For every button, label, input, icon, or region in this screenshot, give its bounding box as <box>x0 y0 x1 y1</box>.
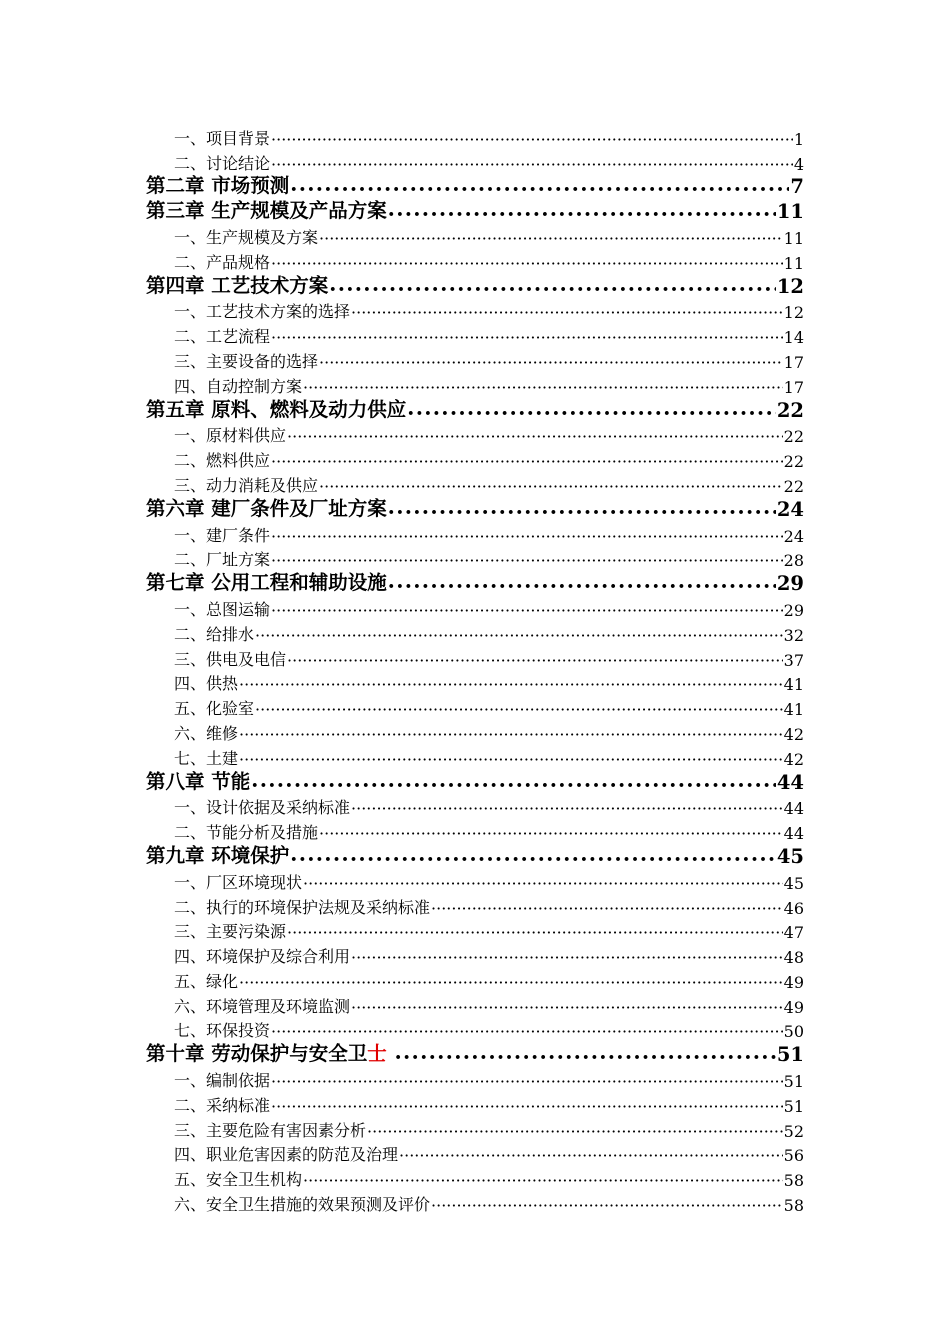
dot-leader <box>431 899 783 918</box>
toc-title-text: 二、节能分析及措施 <box>174 823 319 843</box>
toc-entry-title <box>174 1093 270 1116</box>
toc-title-text: 第四章 工艺技术方案 <box>146 273 329 297</box>
toc-page-number: 22 <box>783 452 804 472</box>
dot-leader <box>351 303 783 322</box>
toc-title-text: 三、供电及电信 <box>174 649 287 669</box>
dot-leader <box>407 399 776 422</box>
toc-entry-title <box>174 746 238 769</box>
toc-chapter-row[interactable] <box>146 496 804 521</box>
toc-chapter-row[interactable] <box>146 1041 804 1066</box>
toc-title-text: 四、供热 <box>174 674 239 694</box>
toc-title-text: 四、自动控制方案 <box>174 376 303 396</box>
toc-entry-title <box>174 795 350 818</box>
toc-title-text: 二、厂址方案 <box>174 550 271 570</box>
toc-title-text: 第五章 原料、燃料及动力供应 <box>146 397 407 421</box>
toc-entry-title <box>174 1167 302 1190</box>
toc-section-row[interactable] <box>146 521 804 546</box>
toc-section-row[interactable] <box>146 744 804 769</box>
toc-section-row[interactable] <box>146 719 804 744</box>
dot-leader <box>290 845 776 868</box>
toc-entry-title <box>174 721 238 744</box>
toc-section-row[interactable] <box>146 248 804 273</box>
toc-page-number: 49 <box>783 972 804 992</box>
toc-page-number: 56 <box>783 1146 804 1166</box>
toc-entry-title <box>174 671 238 694</box>
toc-page-number: 45 <box>776 844 804 868</box>
toc-page-number: 51 <box>776 1043 804 1067</box>
toc-page-number: 7 <box>790 175 804 199</box>
toc-page-number: 41 <box>783 675 804 695</box>
toc-title-highlight: 士 <box>367 1042 387 1066</box>
toc-page-number: 29 <box>776 572 804 596</box>
dot-leader <box>303 378 783 397</box>
toc-title-text: 一、设计依据及采纳标准 <box>174 798 351 818</box>
toc-entry-title <box>146 769 250 794</box>
dot-leader <box>431 1196 783 1215</box>
toc-page-number: 11 <box>783 253 804 273</box>
toc-page-number: 12 <box>783 303 804 323</box>
dot-leader <box>287 923 783 942</box>
toc-title-text: 一、编制依据 <box>174 1071 271 1091</box>
toc-section-row[interactable] <box>146 1017 804 1042</box>
toc-chapter-row[interactable] <box>146 174 804 199</box>
dot-leader <box>319 229 783 248</box>
dot-leader <box>239 725 783 744</box>
toc-title-tail <box>387 1042 394 1065</box>
toc-section-row[interactable] <box>146 124 804 149</box>
toc-section-row[interactable] <box>146 322 804 347</box>
dot-leader <box>287 427 783 446</box>
toc-title-text: 二、燃料供应 <box>174 451 271 471</box>
toc-title-text: 一、项目背景 <box>174 128 271 148</box>
toc-page-number: 47 <box>783 923 804 943</box>
dot-leader <box>271 1097 783 1116</box>
toc-page-number: 52 <box>783 1121 804 1141</box>
toc-title-text: 一、工艺技术方案的选择 <box>174 302 351 322</box>
dot-leader <box>388 498 776 521</box>
toc-section-row[interactable] <box>146 595 804 620</box>
toc-section-row[interactable] <box>146 149 804 174</box>
toc-section-row[interactable] <box>146 967 804 992</box>
dot-leader <box>287 651 783 670</box>
dot-leader <box>255 626 783 645</box>
dot-leader <box>271 328 783 347</box>
toc-section-row[interactable] <box>146 992 804 1017</box>
toc-title-text: 四、职业危害因素的防范及治理 <box>174 1145 399 1165</box>
toc-page-number: 44 <box>776 770 804 794</box>
toc-chapter-row[interactable] <box>146 397 804 422</box>
toc-title-text: 第六章 建厂条件及厂址方案 <box>146 496 387 520</box>
toc-chapter-row[interactable] <box>146 198 804 223</box>
toc-title-text: 五、安全卫生机构 <box>174 1170 303 1190</box>
toc-entry-title <box>146 198 387 223</box>
dot-leader <box>271 254 783 273</box>
toc-section-row[interactable] <box>146 893 804 918</box>
toc-entry-title <box>174 895 430 918</box>
toc-section-row[interactable] <box>146 446 804 471</box>
toc-entry-title <box>174 622 254 645</box>
dot-leader <box>351 998 783 1017</box>
toc-section-row[interactable] <box>146 372 804 397</box>
dot-leader <box>319 824 783 843</box>
toc-entry-title <box>146 273 328 298</box>
toc-entry-title <box>174 696 254 719</box>
toc-page-number: 17 <box>783 377 804 397</box>
toc-page-number: 51 <box>783 1096 804 1116</box>
dot-leader <box>271 1022 783 1041</box>
toc-entry-title <box>174 1018 270 1041</box>
toc-entry-title <box>174 919 286 942</box>
toc-page-number: 12 <box>776 274 804 298</box>
toc-entry-title <box>146 1041 394 1066</box>
toc-section-row[interactable] <box>146 1116 804 1141</box>
toc-page-number: 48 <box>783 948 804 968</box>
toc-entry-title <box>174 126 270 149</box>
toc-title-text: 七、土建 <box>174 748 239 768</box>
dot-leader <box>367 1122 783 1141</box>
toc-section-row[interactable] <box>146 1165 804 1190</box>
toc-chapter-row[interactable] <box>146 570 804 595</box>
toc-page-number: 11 <box>783 228 804 248</box>
toc-page-number: 14 <box>783 328 804 348</box>
toc-section-row[interactable] <box>146 298 804 323</box>
toc-title-text: 一、生产规模及方案 <box>174 227 319 247</box>
toc-section-row[interactable] <box>146 818 804 843</box>
dot-leader <box>351 948 783 967</box>
dot-leader <box>255 700 783 719</box>
dot-leader <box>271 527 783 546</box>
dot-leader <box>399 1146 783 1165</box>
toc-title-text: 三、主要危险有害因素分析 <box>174 1120 367 1140</box>
toc-page-number: 42 <box>783 749 804 769</box>
toc-entry-title <box>174 597 270 620</box>
toc-entry-title <box>174 1192 430 1215</box>
toc-title-text: 四、环境保护及综合利用 <box>174 947 351 967</box>
toc-section-row[interactable] <box>146 868 804 893</box>
dot-leader <box>388 200 776 223</box>
toc-title-text: 七、环保投资 <box>174 1021 271 1041</box>
toc-page-number: 24 <box>776 497 804 521</box>
toc-entry-title <box>146 174 289 199</box>
toc-entry-title <box>174 225 318 248</box>
toc-page-number: 41 <box>783 700 804 720</box>
toc-title-text: 第十章 劳动保护与安全卫 <box>146 1042 368 1066</box>
toc-entry-title <box>174 1068 270 1091</box>
toc-page-number: 32 <box>783 625 804 645</box>
toc-entry-title <box>174 994 350 1017</box>
toc-title-text: 第九章 环境保护 <box>146 843 290 867</box>
toc-page-number: 1 <box>793 129 804 149</box>
toc-entry-title <box>174 448 270 471</box>
toc-page-number: 58 <box>783 1196 804 1216</box>
toc-section-row[interactable] <box>146 1141 804 1166</box>
toc-entry-title <box>174 349 318 372</box>
toc-entry-title <box>174 299 350 322</box>
table-of-contents <box>146 124 804 1215</box>
dot-leader <box>290 175 789 198</box>
toc-entry-title <box>146 496 387 521</box>
toc-section-row[interactable] <box>146 471 804 496</box>
toc-title-text: 第三章 生产规模及产品方案 <box>146 199 387 223</box>
toc-entry-title <box>146 397 406 422</box>
toc-entry-title <box>174 969 238 992</box>
toc-title-text: 六、安全卫生措施的效果预测及评价 <box>174 1195 431 1215</box>
dot-leader <box>251 771 776 794</box>
toc-page-number: 17 <box>783 352 804 372</box>
dot-leader <box>271 601 783 620</box>
toc-page-number: 4 <box>793 154 804 174</box>
toc-page-number: 50 <box>783 1022 804 1042</box>
dot-leader <box>388 572 776 595</box>
toc-title-text: 第二章 市场预测 <box>146 174 290 198</box>
toc-page-number: 45 <box>783 873 804 893</box>
toc-title-text: 二、给排水 <box>174 624 255 644</box>
dot-leader <box>239 675 783 694</box>
toc-page-number: 44 <box>783 824 804 844</box>
toc-section-row[interactable] <box>146 546 804 571</box>
toc-title-text: 六、维修 <box>174 723 239 743</box>
toc-title-text: 第七章 公用工程和辅助设施 <box>146 571 387 595</box>
toc-title-text: 六、环境管理及环境监测 <box>174 996 351 1016</box>
toc-title-text: 五、化验室 <box>174 699 255 719</box>
dot-leader <box>271 155 793 174</box>
toc-page-number: 22 <box>783 476 804 496</box>
toc-entry-title <box>174 820 318 843</box>
toc-section-row[interactable] <box>146 1066 804 1091</box>
toc-entry-title <box>174 151 270 174</box>
toc-title-text: 二、采纳标准 <box>174 1095 271 1115</box>
toc-title-text: 三、动力消耗及供应 <box>174 475 319 495</box>
toc-entry-title <box>174 324 270 347</box>
toc-title-text: 第八章 节能 <box>146 769 251 793</box>
toc-entry-title <box>174 1118 366 1141</box>
dot-leader <box>271 1072 783 1091</box>
toc-title-text: 一、总图运输 <box>174 599 271 619</box>
toc-section-row[interactable] <box>146 942 804 967</box>
toc-page-number: 28 <box>783 551 804 571</box>
toc-entry-title <box>146 570 387 595</box>
toc-section-row[interactable] <box>146 694 804 719</box>
toc-page-number: 46 <box>783 898 804 918</box>
dot-leader <box>239 750 783 769</box>
toc-title-text: 一、建厂条件 <box>174 525 271 545</box>
toc-title-text: 二、产品规格 <box>174 252 271 272</box>
toc-section-row[interactable] <box>146 223 804 248</box>
toc-section-row[interactable] <box>146 1091 804 1116</box>
toc-entry-title <box>174 547 270 570</box>
toc-title-text: 二、执行的环境保护法规及采纳标准 <box>174 897 431 917</box>
dot-leader <box>351 799 783 818</box>
toc-page-number: 22 <box>783 427 804 447</box>
toc-entry-title <box>174 944 350 967</box>
toc-chapter-row[interactable] <box>146 843 804 868</box>
dot-leader <box>329 275 776 298</box>
toc-title-text: 三、主要设备的选择 <box>174 351 319 371</box>
toc-section-row[interactable] <box>146 794 804 819</box>
toc-section-row[interactable] <box>146 422 804 447</box>
toc-section-row[interactable] <box>146 1190 804 1215</box>
toc-page-number: 42 <box>783 724 804 744</box>
toc-entry-title <box>174 647 286 670</box>
toc-section-row[interactable] <box>146 645 804 670</box>
dot-leader <box>271 551 783 570</box>
toc-entry-title <box>174 523 270 546</box>
toc-chapter-row[interactable] <box>146 273 804 298</box>
toc-page-number: 44 <box>783 799 804 819</box>
toc-entry-title <box>174 870 302 893</box>
toc-page-number: 11 <box>776 200 804 224</box>
dot-leader <box>271 452 783 471</box>
dot-leader <box>319 353 783 372</box>
toc-entry-title <box>174 1142 398 1165</box>
toc-entry-title <box>174 250 270 273</box>
toc-entry-title <box>174 473 318 496</box>
toc-title-text: 五、绿化 <box>174 971 239 991</box>
dot-leader <box>395 1043 776 1066</box>
toc-entry-title <box>146 843 289 868</box>
toc-chapter-row[interactable] <box>146 769 804 794</box>
toc-title-text: 三、主要污染源 <box>174 922 287 942</box>
toc-page-number: 58 <box>783 1171 804 1191</box>
dot-leader <box>303 874 783 893</box>
toc-title-text: 二、工艺流程 <box>174 327 271 347</box>
dot-leader <box>239 973 783 992</box>
toc-section-row[interactable] <box>146 918 804 943</box>
toc-page-number: 37 <box>783 650 804 670</box>
dot-leader <box>303 1171 783 1190</box>
toc-title-text: 二、讨论结论 <box>174 153 271 173</box>
toc-page-number: 29 <box>783 600 804 620</box>
dot-leader <box>271 130 793 149</box>
toc-section-row[interactable] <box>146 670 804 695</box>
toc-page-number: 22 <box>776 398 804 422</box>
toc-entry-title <box>174 374 302 397</box>
toc-title-text: 一、原材料供应 <box>174 426 287 446</box>
toc-page-number: 51 <box>783 1072 804 1092</box>
toc-entry-title <box>174 423 286 446</box>
dot-leader <box>319 477 783 496</box>
toc-section-row[interactable] <box>146 620 804 645</box>
toc-title-text: 一、厂区环境现状 <box>174 872 303 892</box>
toc-page-number: 49 <box>783 997 804 1017</box>
toc-page-number: 24 <box>783 526 804 546</box>
toc-section-row[interactable] <box>146 347 804 372</box>
